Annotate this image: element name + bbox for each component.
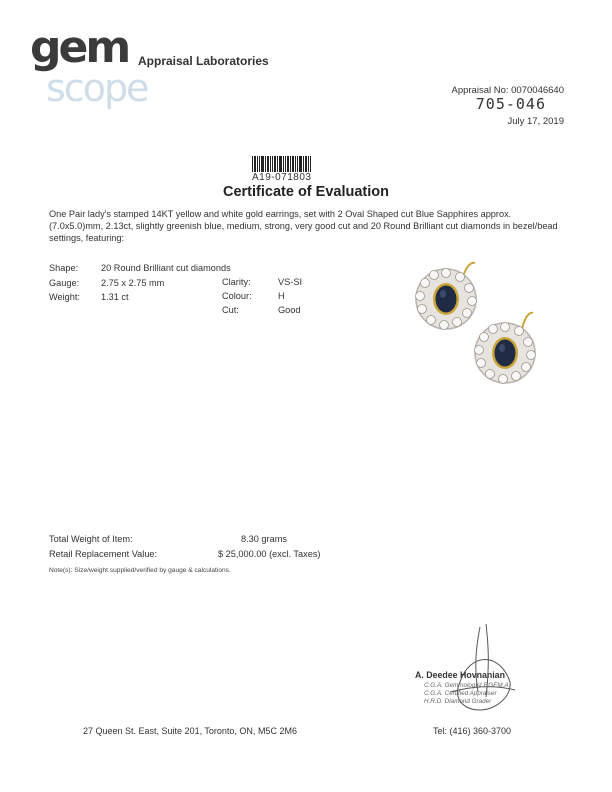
total-weight-label: Total Weight of Item: (49, 534, 133, 544)
signatory-name: A. Deedee Hovnanian (415, 670, 505, 680)
logo-gem-text: gem (30, 22, 129, 73)
footer-address: 27 Queen St. East, Suite 201, Toronto, ON, M5C 2M6 (83, 726, 297, 736)
earring-left (416, 263, 477, 330)
signatory-title-1: C.G.A. Gemmologist F.GEM.A (424, 682, 509, 689)
colour-value: H (278, 291, 285, 301)
retail-value-label: Retail Replacement Value: (49, 549, 158, 559)
gemscope-logo (30, 22, 148, 116)
signatory-title-3: H.R.D. Diamond Grader (424, 698, 492, 705)
footer-telephone: Tel: (416) 360-3700 (433, 726, 512, 736)
lab-name: Appraisal Laboratories (138, 54, 269, 68)
retail-value-amount: $ 25,000.00 (excl. Taxes) (218, 549, 321, 559)
total-weight-value: 8.30 grams (241, 534, 287, 544)
notes: Note(s): Size/weight supplied/verified by gauge & calculations. (49, 567, 231, 574)
earring-right (475, 313, 536, 384)
cut-value: Good (278, 305, 301, 315)
shape-label: Shape: (49, 263, 79, 273)
weight-label: Weight: (49, 292, 80, 302)
shape-value: 20 Round Brilliant cut diamonds (101, 263, 231, 273)
item-description: One Pair lady's stamped 14KT yellow and white gold earrings, set with 2 Oval Shaped cut Blue Sapphires approx. (7.0x5.0)mm, 2.13ct, slightly greenish blue, medium, strong, very good cut and 20 Round Brilliant cut diamonds in bezel/bead settings, featuring: (49, 209, 558, 243)
clarity-label: Clarity: (222, 277, 251, 287)
gauge-label: Gauge: (49, 278, 80, 288)
appraisal-number: Appraisal No: 0070046640 (451, 85, 564, 96)
colour-label: Colour: (222, 291, 252, 301)
earrings-photo (403, 253, 563, 393)
barcode-number: A19-071803 (252, 172, 312, 183)
appraisal-date: July 17, 2019 (507, 116, 564, 127)
signatory-title-2: C.G.A. Certified Appraiser (424, 690, 497, 697)
handwritten-reference: 705-046 (475, 95, 546, 113)
cut-label: Cut: (222, 305, 239, 315)
logo-scope-text: scope (46, 66, 148, 110)
gauge-value: 2.75 x 2.75 mm (101, 278, 165, 288)
weight-value: 1.31 ct (101, 292, 129, 302)
certificate-title: Certificate of Evaluation (223, 184, 389, 200)
barcode (252, 156, 322, 172)
clarity-value: VS-SI (278, 277, 302, 287)
